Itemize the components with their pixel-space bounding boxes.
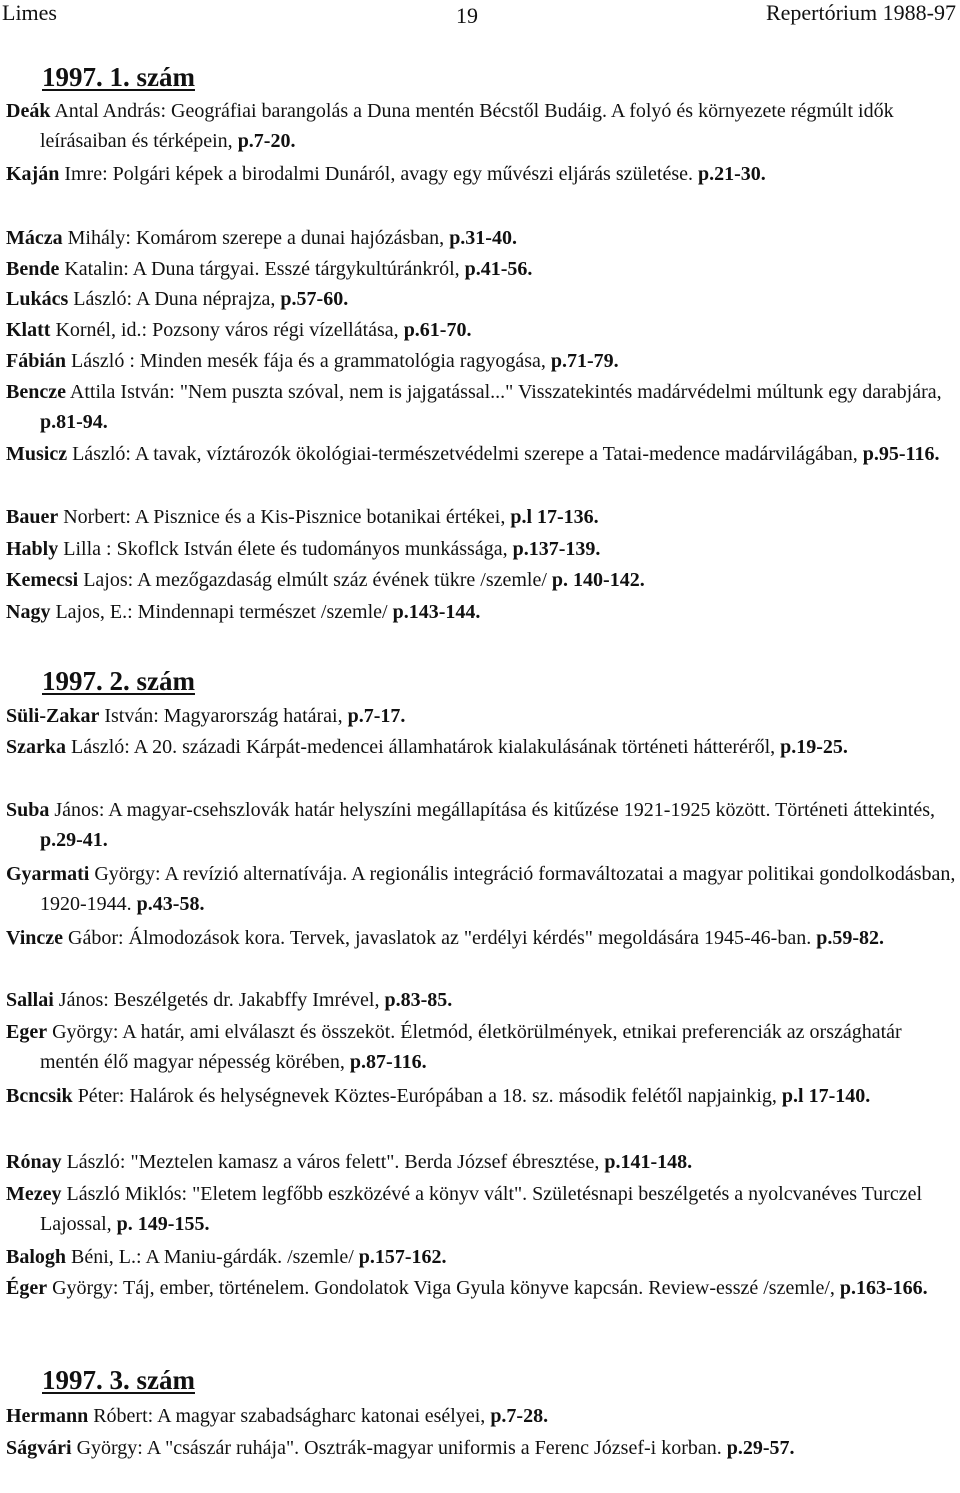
entry-pages: p.141-148.: [604, 1151, 693, 1173]
entry-title: György: A határ, ami elválaszt és összeköt. Életmód, életkörülmények, etnikai preferenciák az országhatár mentén élő magyar népesség körében,: [40, 1021, 902, 1073]
entry-pages: p.l 17-136.: [510, 506, 599, 528]
entry-author: Süli-Zakar: [6, 705, 100, 727]
issue-heading: 1997. 1. szám: [42, 62, 195, 92]
entry-author: Bencze: [6, 381, 66, 403]
entry-author: Kaján: [6, 163, 60, 185]
bibliography-entry: [6, 285, 956, 315]
entry-title: László: "Meztelen kamasz a város felett". Berda József ébresztése,: [61, 1151, 605, 1173]
bibliography-entry: [6, 224, 956, 254]
bibliography-entry: [6, 347, 956, 377]
bibliography-entry: [6, 1274, 956, 1304]
bibliography-entry: [6, 702, 956, 732]
entry-author: Suba: [6, 799, 50, 821]
bibliography-entry: [6, 1148, 956, 1178]
entry-pages: p. 149-155.: [116, 1212, 210, 1235]
entry-author: Sallai: [6, 989, 54, 1011]
entry-title: Norbert: A Pisznice és a Kis-Pisznice botanikai értékei,: [58, 506, 511, 528]
entry-title: Kornél, id.: Pozsony város régi vízellátása,: [50, 319, 404, 341]
bibliography-entry: [6, 535, 956, 565]
bibliography-entry: [6, 1243, 956, 1273]
bibliography-entry: [6, 1018, 956, 1077]
entry-title: Lajos: A mezőgazdaság elmúlt száz évének tükre /szemle/: [78, 569, 552, 591]
entry-pages: p.71-79.: [550, 350, 619, 372]
entry-title: László : Minden mesék fája és a grammatológia ragyogása,: [66, 350, 551, 372]
header-title: Repertórium 1988-97: [765, 0, 956, 25]
entry-author: Szarka: [6, 736, 66, 758]
entry-author: Mácza: [6, 227, 63, 249]
bibliography-entry: [6, 255, 956, 285]
bibliography-entry: [6, 1180, 956, 1239]
entry-title: Lilla : Skoflck István élete és tudományos munkássága,: [58, 538, 513, 560]
entry-pages: p. 140-142.: [551, 569, 645, 591]
bibliography-entry: [6, 566, 956, 596]
entry-pages: p.21-30.: [698, 163, 766, 185]
issue-heading: 1997. 2. szám: [42, 666, 195, 696]
entry-title: Róbert: A magyar szabadságharc katonai esélyei,: [88, 1405, 491, 1427]
entry-pages: p.7-20.: [237, 129, 296, 152]
entry-pages: p.7-28.: [490, 1405, 549, 1427]
entry-pages: p.163-166.: [839, 1277, 928, 1299]
entry-pages: p.137-139.: [512, 538, 601, 560]
entry-author: Klatt: [6, 319, 51, 341]
bibliography-entry: [6, 733, 956, 763]
entry-author: Musicz: [6, 443, 68, 465]
entry-author: Deák: [6, 100, 51, 122]
entry-author: Eger: [6, 1021, 48, 1043]
entry-title: Imre: Polgári képek a birodalmi Dunáról, avagy egy művészi eljárás születése.: [59, 163, 699, 185]
bibliography-entry: [6, 986, 956, 1016]
entry-author: Lukács: [6, 288, 69, 310]
entry-pages: p.87-116.: [349, 1050, 427, 1073]
entry-author: Bende: [6, 258, 60, 280]
entry-author: Bauer: [6, 506, 59, 528]
entry-author: Fábián: [6, 350, 67, 372]
entry-pages: p.43-58.: [136, 892, 205, 915]
entry-title: István: Magyarország határai,: [99, 705, 348, 727]
entry-pages: p.l 17-140.: [781, 1085, 871, 1107]
entry-title: László: A 20. századi Kárpát-medencei államhatárok kialakulásának történeti hátteréről,: [66, 736, 781, 758]
entry-author: Hermann: [6, 1405, 89, 1427]
entry-title: Antal András: Geográfiai barangolás a Duna mentén Bécstől Budáig. A folyó és környezete régmúlt idők leírásaiban és térképein,: [40, 100, 894, 152]
entry-pages: p.7-17.: [347, 705, 406, 727]
bibliography-entry: [6, 160, 956, 190]
entry-author: Nagy: [6, 601, 51, 623]
entry-pages: p.81-94.: [40, 410, 108, 433]
entry-pages: p.61-70.: [403, 319, 472, 341]
entry-title: György: A "császár ruhája". Osztrák-magyar uniformis a Ferenc József-i korban.: [71, 1437, 727, 1459]
bibliography-entry: [6, 860, 956, 919]
bibliography-entry: [6, 924, 956, 954]
bibliography-entry: [6, 97, 956, 156]
entry-pages: p.29-57.: [726, 1437, 795, 1459]
entry-title: Katalin: A Duna tárgyai. Esszé tárgykultúránkról,: [59, 258, 465, 280]
entry-title: János: A magyar-csehszlovák határ helyszíni megállapítása és kitűzése 1921-1925 között. Történeti áttekintés,: [49, 799, 936, 821]
entry-pages: p.157-162.: [358, 1246, 447, 1268]
entry-title: Béni, L.: A Maniu-gárdák. /szemle/: [66, 1246, 359, 1268]
entry-author: Rónay: [6, 1151, 62, 1173]
entry-author: Balogh: [6, 1246, 67, 1268]
bibliography-entry: [6, 378, 956, 437]
entry-title: László: A tavak, víztározók ökológiai-természetvédelmi szerepe a Tatai-medence madárvilágában,: [67, 443, 863, 465]
issue-heading: 1997. 3. szám: [42, 1365, 195, 1395]
entry-author: Gyarmati: [6, 863, 90, 885]
bibliography-entry: [6, 503, 956, 533]
entry-title: György: Táj, ember, történelem. Gondolatok Viga Gyula könyve kapcsán. Review-esszé /szemle/,: [47, 1277, 840, 1299]
entry-pages: p.31-40.: [449, 227, 517, 249]
entry-title: János: Beszélgetés dr. Jakabffy Imrével,: [53, 989, 385, 1011]
bibliography-entry: [6, 440, 956, 470]
entry-title: Mihály: Komárom szerepe a dunai hajózásban,: [62, 227, 450, 249]
entry-author: Ságvári: [6, 1437, 72, 1459]
entry-author: Vincze: [6, 927, 64, 949]
entry-title: László Miklós: "Eletem legfőbb eszközévé a könyv vált". Születésnapi beszélgetés a nyolcvanéves Turczel Lajossal,: [40, 1183, 923, 1235]
entry-pages: p.95-116.: [862, 443, 940, 465]
entry-pages: p.83-85.: [384, 989, 453, 1011]
entry-author: Bcncsik: [6, 1085, 73, 1107]
bibliography-entry: [6, 316, 956, 346]
entry-pages: p.57-60.: [280, 288, 349, 310]
header-journal-name: Limes: [2, 0, 57, 25]
entry-title: László: A Duna néprajza,: [68, 288, 281, 310]
bibliography-entry: [6, 796, 956, 855]
page-header: [0, 0, 960, 30]
bibliography-entry: [6, 1434, 956, 1464]
entry-author: Mezey: [6, 1183, 62, 1205]
entry-title: György: A revízió alternatívája. A regionális integráció formaváltozatai a magyar politikai gondolkodásban, 1920-1944.: [40, 863, 956, 915]
entry-author: Éger: [6, 1277, 48, 1299]
entry-pages: p.29-41.: [40, 828, 108, 851]
page-number: 19: [456, 3, 478, 28]
entry-pages: p.59-82.: [816, 927, 885, 949]
bibliography-entry: [6, 1082, 956, 1112]
entry-author: Kemecsi: [6, 569, 79, 591]
bibliography-entry: [6, 598, 956, 628]
entry-pages: p.143-144.: [392, 601, 481, 623]
entry-title: Péter: Halárok és helységnevek Köztes-Európában a 18. sz. második felétől napjainkig,: [72, 1085, 782, 1107]
bibliography-entry: [6, 1402, 956, 1432]
entry-pages: p.41-56.: [464, 258, 533, 280]
entry-author: Hably: [6, 538, 59, 560]
entry-title: Gábor: Álmodozások kora. Tervek, javaslatok az "erdélyi kérdés" megoldására 1945-46-ban.: [63, 927, 817, 949]
entry-pages: p.19-25.: [780, 736, 848, 758]
entry-title: Attila István: "Nem puszta szóval, nem is jajgatással..." Visszatekintés madárvédelmi múltunk egy darabjára,: [65, 381, 942, 403]
entry-title: Lajos, E.: Mindennapi természet /szemle/: [50, 601, 393, 623]
